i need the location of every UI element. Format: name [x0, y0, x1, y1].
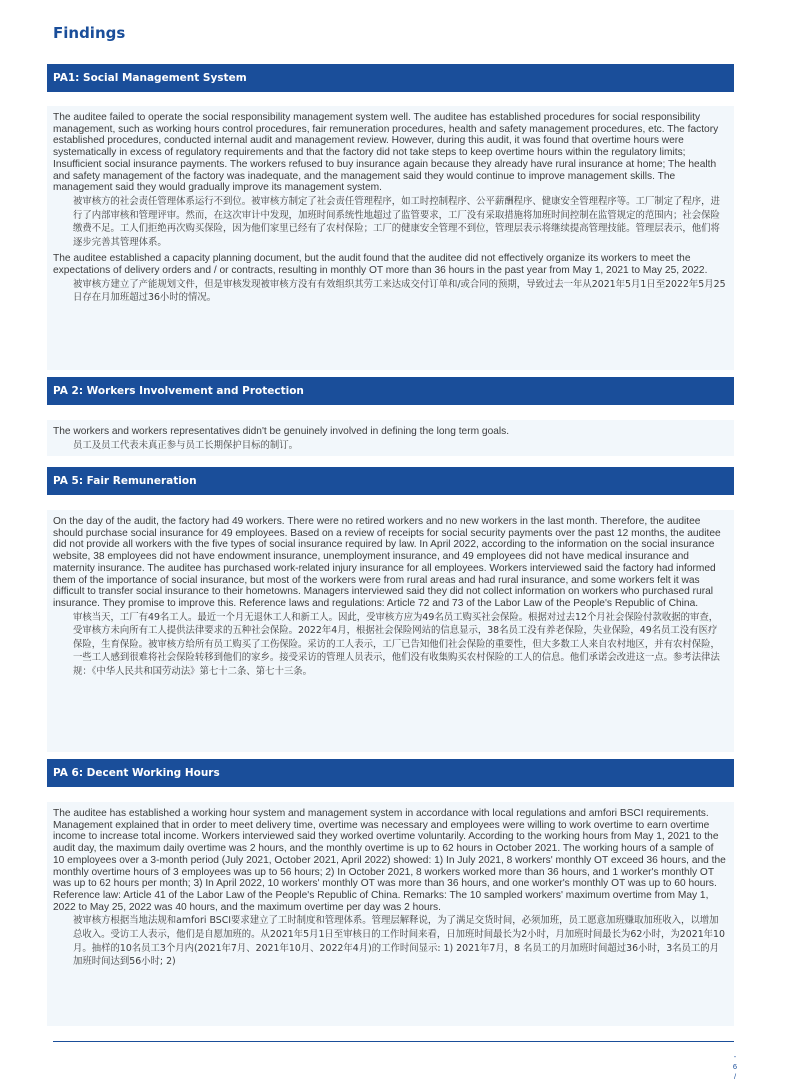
page-number [729, 1052, 741, 1082]
paragraph-zh: 被审核方根据当地法规和amfori BSCI要求建立了工时制度和管理体系。管理层解释说，为了满足交货时间，必须加班，员工愿意加班赚取加班收入，以增加总收入。受访工人表示，他们是自愿加班的。从2021年5月1日至审核日的工作时间来看，日加班时间最长为2小时，月加班时间最长为62小时，为2021年10月。抽样的10名员工3个月内(2021年7月、2021年10月、2022年4月)的工作时间显示: 1) 2021年7月，8 名员工的月加班时间超过36小时，3名员工的月加班时间达到56小时; 2) [73, 915, 725, 968]
paragraph-zh: 审核当天，工厂有49名工人。最近一个月无退休工人和新工人。因此，受审核方应为49名员工购买社会保险。根据对过去12个月社会保险付款收据的审查，受审核方未向所有工人提供法律要求的五种社会保险。2022年4月，根据社会保险网站的信息显示，38名员工没有养老保险，失业保险，49名员工没有医疗保险，生育保险。被审核方给所有员工购买了工伤保险。采访的工人表示，工厂已告知他们社会保险的重要性，但大多数工人来自农村地区，并有农村保险，一些工人感到很难将社会保险转移到他们的家乡。接受采访的管理人员表示，他们没有收集购买农村保险的工人的信息。他们承诺会改进这一点。参考法律法规：《中华人民共和国劳动法》第七十二条、第七十三条。 [73, 611, 720, 677]
footer-rule [53, 1041, 734, 1042]
paragraph-en: The auditee failed to operate the social responsibility management system well. The auditee has established procedures for social responsibility management, such as working hours control procedures, fair remuneration procedures, health and safety management procedures, etc. The factory established procedures, conducted internal audit and management review. However, during this audit, it was found that overtime hours were systematically in excess of regulatory requirements and that the factory did not take steps to keep overtime hours within the regulatory limits; Insufficient social insurance payments. The workers refused to buy insurance again because they already have rural insurance at home; The health and safety management of the factory was inadequate, and the management said they would continue to improve management skills. The management said they would gradually improve its management system. [53, 112, 719, 194]
paragraph-zh: 员工及员工代表未真正参与员工长期保护目标的制订。 [73, 439, 299, 451]
section-heading-pa2: PA 2: Workers Involvement and Protection [47, 377, 734, 405]
paragraph-en: The auditee has established a working hour system and management system in accordance with local regulations and amfori BSCI requirements. Management explained that in order to meet delivery time, overtime was necessary and employees were willing to work overtime to earn overtime income to increase total income. Workers interviewed said they worked overtime voluntarily. According to the working hours from May 1, 2021 to the audit day, the maximum daily overtime was 2 hours, and the monthly overtime is up to 62 hours in October 2021. The working hours of a sample of 10 employees over a 3-month period (July 2021, October 2021, April 2022) showed: 1) In July 2021, 8 workers' monthly OT exceed 36 hours, and the monthly overtime hours of 3 employees was up to 56 hours; 2) In October 2021, 8 workers worked more than 36 hours, and 1 worker's monthly OT was up to 62 hours per month; 3) In April 2022, 10 workers' monthly OT was more than 36 hours, and one worker's monthly OT was up to 60 hours. Reference law: Article 41 of the Labor Law of the People's Republic of China. Remarks: The 10 sampled workers' maximum overtime from May 1, 2022 to May 25, 2022 was 40 hours, and the maximum overtime per day was 2 hours. [53, 808, 726, 913]
paragraph-zh: 被审核方的社会责任管理体系运行不到位。被审核方制定了社会责任管理程序，如工时控制程序、公平薪酬程序、健康安全管理程序等。工厂制定了程序，进行了内部审核和管理评审。然而，在这次审计中发现，加班时间系统性地超过了监管要求，工厂没有采取措施将加班时间控制在监管规定的范围内；社会保险缴费不足。工人们拒绝再次购买保险，因为他们家里已经有了农村保险；工厂的健康安全管理不到位，管理层表示将继续提高管理技能。管理层表示，他们将逐步完善其管理体系。 [73, 195, 720, 248]
paragraph-en: On the day of the audit, the factory had 49 workers. There were no retired workers and no new workers in the last month. Therefore, the auditee should purchase social insurance for 49 employees. Based on a review of receipts for social security payments over the past 12 months, the auditee did not provide all workers with the five types of social insurance required by law. In April 2022, according to the information on the social insurance website, 38 employees did not have endowment insurance, unemployment insurance, and 49 employees did not have medical insurance and maternity insurance. The auditee has purchased work-related injury insurance for all employees. Workers interviewed said the factory had informed them of the importance of social insurance, but most of the workers were from rural areas and had rural insurance, and some workers felt it was difficult to transfer social insurance to their hometowns. Managers interviewed said they did not collect information on workers who purchased rural insurance. They promise to improve this. Reference laws and regulations: Article 72 and 73 of the Labor Law of the People's Republic of China. [53, 516, 721, 609]
page-number-value: 6 [732, 1062, 738, 1071]
paragraph-zh: 被审核方建立了产能规划文件，但是审核发现被审核方没有有效组织其劳工来达成交付订单和/或合同的预期，导致过去一年从2021年5月1日至2022年5月25日存在月加班超过36小时的情况。 [73, 278, 726, 304]
section-heading-pa6: PA 6: Decent Working Hours [47, 759, 734, 787]
section-heading-pa1: PA1: Social Management System [47, 64, 734, 92]
section-heading-pa5: PA 5: Fair Remuneration [47, 467, 734, 495]
page-title: Findings [53, 24, 126, 42]
page-number-dash-top: - [733, 1052, 737, 1061]
page-number-dash-bottom: / [733, 1072, 737, 1081]
section-body-pa6 [47, 802, 734, 1026]
paragraph-en: The auditee established a capacity planning document, but the audit found that the auditee did not effectively organize its workers to meet the expectations of delivery orders and / or contracts, resulting in monthly OT more than 36 hours in the past year from May 1, 2021 to May 25, 2022. [53, 253, 708, 276]
section-body-pa1 [47, 106, 734, 370]
section-body-pa5 [47, 510, 734, 752]
section-body-pa2 [47, 420, 734, 456]
paragraph-en: The workers and workers representatives didn't be genuinely involved in defining the long term goals. [53, 426, 510, 437]
